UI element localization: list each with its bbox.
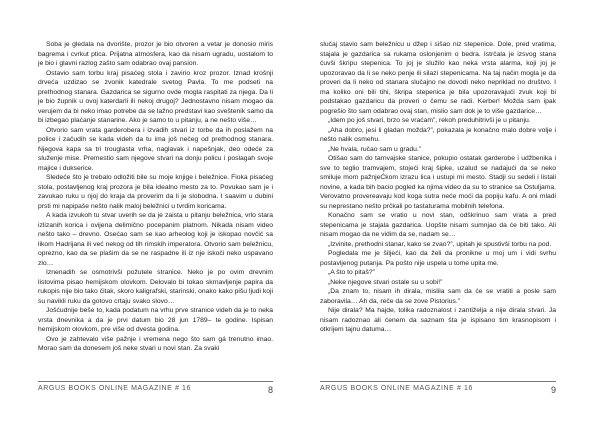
paragraph: Otvorio sam vrata garderobera i izvadih stvari iz torbe da ih poslažem na police i začudih se kada videh da tu ima još nečeg od prethodnog stanara. Njegova kapa sa tri trouglasta vrha, naglavak i napešnjak, deo odeće za služenje mise. Premestio sam njegove stvari na donju policu i poslagah svoje majice i dukserice. <box>38 126 273 172</box>
magazine-name: ARGUS BOOKS ONLINE MAGAZINE # 16 <box>38 385 192 392</box>
paragraph: „Ne hvala, ručao sam u gradu.” <box>328 145 422 153</box>
paragraph: „A što to pitaš?” <box>328 269 375 276</box>
paragraph: Sledeće što je trebalo odložiti bile su moje knjige i beležnice. Fioka pisaćeg stola, postavljenog kraj prozora je bila idealno mesto za to. Povukao sam je i zavukao ruku u njoj do kraja da proverim da li je slobodna. I saavim u dubini prsti mi napipaše nešto nalik maloj beležnici u tvrdim koricama. <box>38 174 273 210</box>
left-page-body <box>38 40 273 354</box>
paragraph: Ovo je zahtevalo više pažnje i vremena nego što sam gá trenutno imao. Morao sam da donesem još neke stvari u novi stan. Za svaki <box>38 335 273 352</box>
paragraph: Otišao sam do tarnvajske stanice, pokupio ostatak garderobe i udžbenika i sve to teglio tramvajem, stojeći kraj šipke, uzalud se nadajući da se neko smiluje mom pažnjeĆkom izrazu lica i ustupi mi mesto. Stadji su sedeli i listali novine, a kada bih bacio pogled ka njima video da su to stranice sa Ostuljama. Verovatno provereavaju kod koga sutra neće moći da popiju kafu. A oni mladi su neprestano nešto prčkali po tastaturama mobilnih telefona. <box>320 155 556 210</box>
paragraph: Nije dirala? Ma hajde, tolika radoznalost i zantiželja a nije dirala stvari. Ja nisam radoznao ali ćenem da saznam šta je ispisano tim krasnopisom i otkrijem tajnu datuma… <box>320 307 556 333</box>
right-page <box>300 0 600 424</box>
paragraph: Jošćudnije beše to, kada podatum na vrhu prve stranice videh da je to neka vrsta dnevnika a da je prvi datum bio 28 jun 1789– te godine. Ispisan hemijskom olovkom, pre više od dvesta godina. <box>38 307 273 333</box>
paragraph: A kada izvukoh tu stvar uverih se da je zaista u pitanju beležnica, vrlo stara izlizanih korica i ovijena delimično pocepanim platnom. Nikada nisam video nešto tako – drevno. Osećao sam se kao arheolog koji je iskopao novčić sa likom Hadrijana ili već nekog od tih rimskih imperatora. Otvorio sam beležnicu, oprezno, kao da se plašim da se ne raspadne ili iz nje iskoči neko uspavano zlo… <box>38 212 273 267</box>
right-page-footer <box>320 381 556 399</box>
magazine-name: ARGUS BOOKS ONLINE MAGAZINE # 16 <box>320 385 474 392</box>
paragraph: Ostavio sam torbu kraj pisaćeg stola i zavirio kroz prozor. Iznad krošnji drveća uzdizao se zvonik katedrale svetog Pavla. To me podseti na prethodnog stanara. Gazdarica se sigurno ovde mogla raspitati za njega. Da li je bio župnik u ovoj katerdarli ili nekoj drugoj? Jednostavno nisam mogao da verujem da bi neko imao potrebe da se lažno predstavi kao sveštenik samo da bi izbegao plaćanje stanarine. Ako je samo to u pitanju, a ne nešto više… <box>38 69 273 124</box>
paragraph: slučaj stavio sam beležnicu u džep i sišao niz stepenice. Dole, pred vratima, stajala je gazdarica sa rukama oslonjenim o bedra. Istrčala je izsvog stana čuvši škripu stepenica. To joj je služilo kao neka vrsta alarma, koji joj je upozoravao da li se neko penje ili silazi stepenicama. Na taj način mogla je da proveri da li neko od stanara slučajno ne dovodi neko nepriklad no društvo. I ma koliko oni bili tihi, škripa stepenica je bila upozoravajući zvuk koji bi podstakao gazdaricu da proveri o čemu se radi. Kerber! Možda sam ipak pogrešio što sam odabrao ovaj stan, mislio sam dok je to više gazdarice… <box>320 41 556 115</box>
paragraph: Soba je gledala na dvorište, prozor je bio otvoren a vetar je donosio miris bagrema i cvrkut ptica. Prijatna atmosfera, kao da nisam ugradu, uostalom to je bio i glavni razlog zašto sam odabrao ovaj pansion. <box>38 41 273 67</box>
left-page-footer <box>38 381 273 399</box>
paragraph: „Da znam to, nisam ih dirala, mislila sam da će se vratiti a posle sam zaboravila… Ah da, reče da se zove Pistorius.” <box>320 288 556 305</box>
page-number: 9 <box>550 385 556 395</box>
page-number: 8 <box>267 385 273 395</box>
paragraph: „Neke njegove stvari ostale su u sobi!” <box>328 278 443 286</box>
paragraph: „Izvinite, prethodni stanar, kako se zvao?”, upitah je spustivši torbu na pod. <box>328 240 552 248</box>
paragraph: „Idem po još stvari, brzo se vraćam”, rekoh preduhitrivši je u pitanju. <box>328 117 531 124</box>
paragraph: „Aha dobro, jesi li gladan možda?”, pokazala je konačno malo dobre volje i nešto nalik osmehu. <box>320 126 556 143</box>
paragraph: Pogledala me je šiljeći, kao da želi da pronikne u moj um i vidi svrhu postavljenog putanja. Pa pošto nije uspela u tome upita me. <box>320 250 556 267</box>
paragraph: Konačno sam se vratio u novi stan, odškrinuo sam vrata a pred stepenicama je stajala gazdarica. Uopšte nisam sumnjao da će biti tako. Ali nisam mogao da ne vidim da se, nadam se… <box>320 212 556 238</box>
right-page-body <box>320 40 556 335</box>
paragraph: Iznenadih se osmotrivši požutele stranice. Neko je po ovim drevnim listovima pisao hemijskom olovkom. Delovalo bi tokao skrnavljenje papira da rukopis nije bio tako čitak, skoro kaligrafski, starinski, onako kako pišu ljudi koji su navikli ruku da gotovo crtaju svako slovo… <box>38 269 273 305</box>
